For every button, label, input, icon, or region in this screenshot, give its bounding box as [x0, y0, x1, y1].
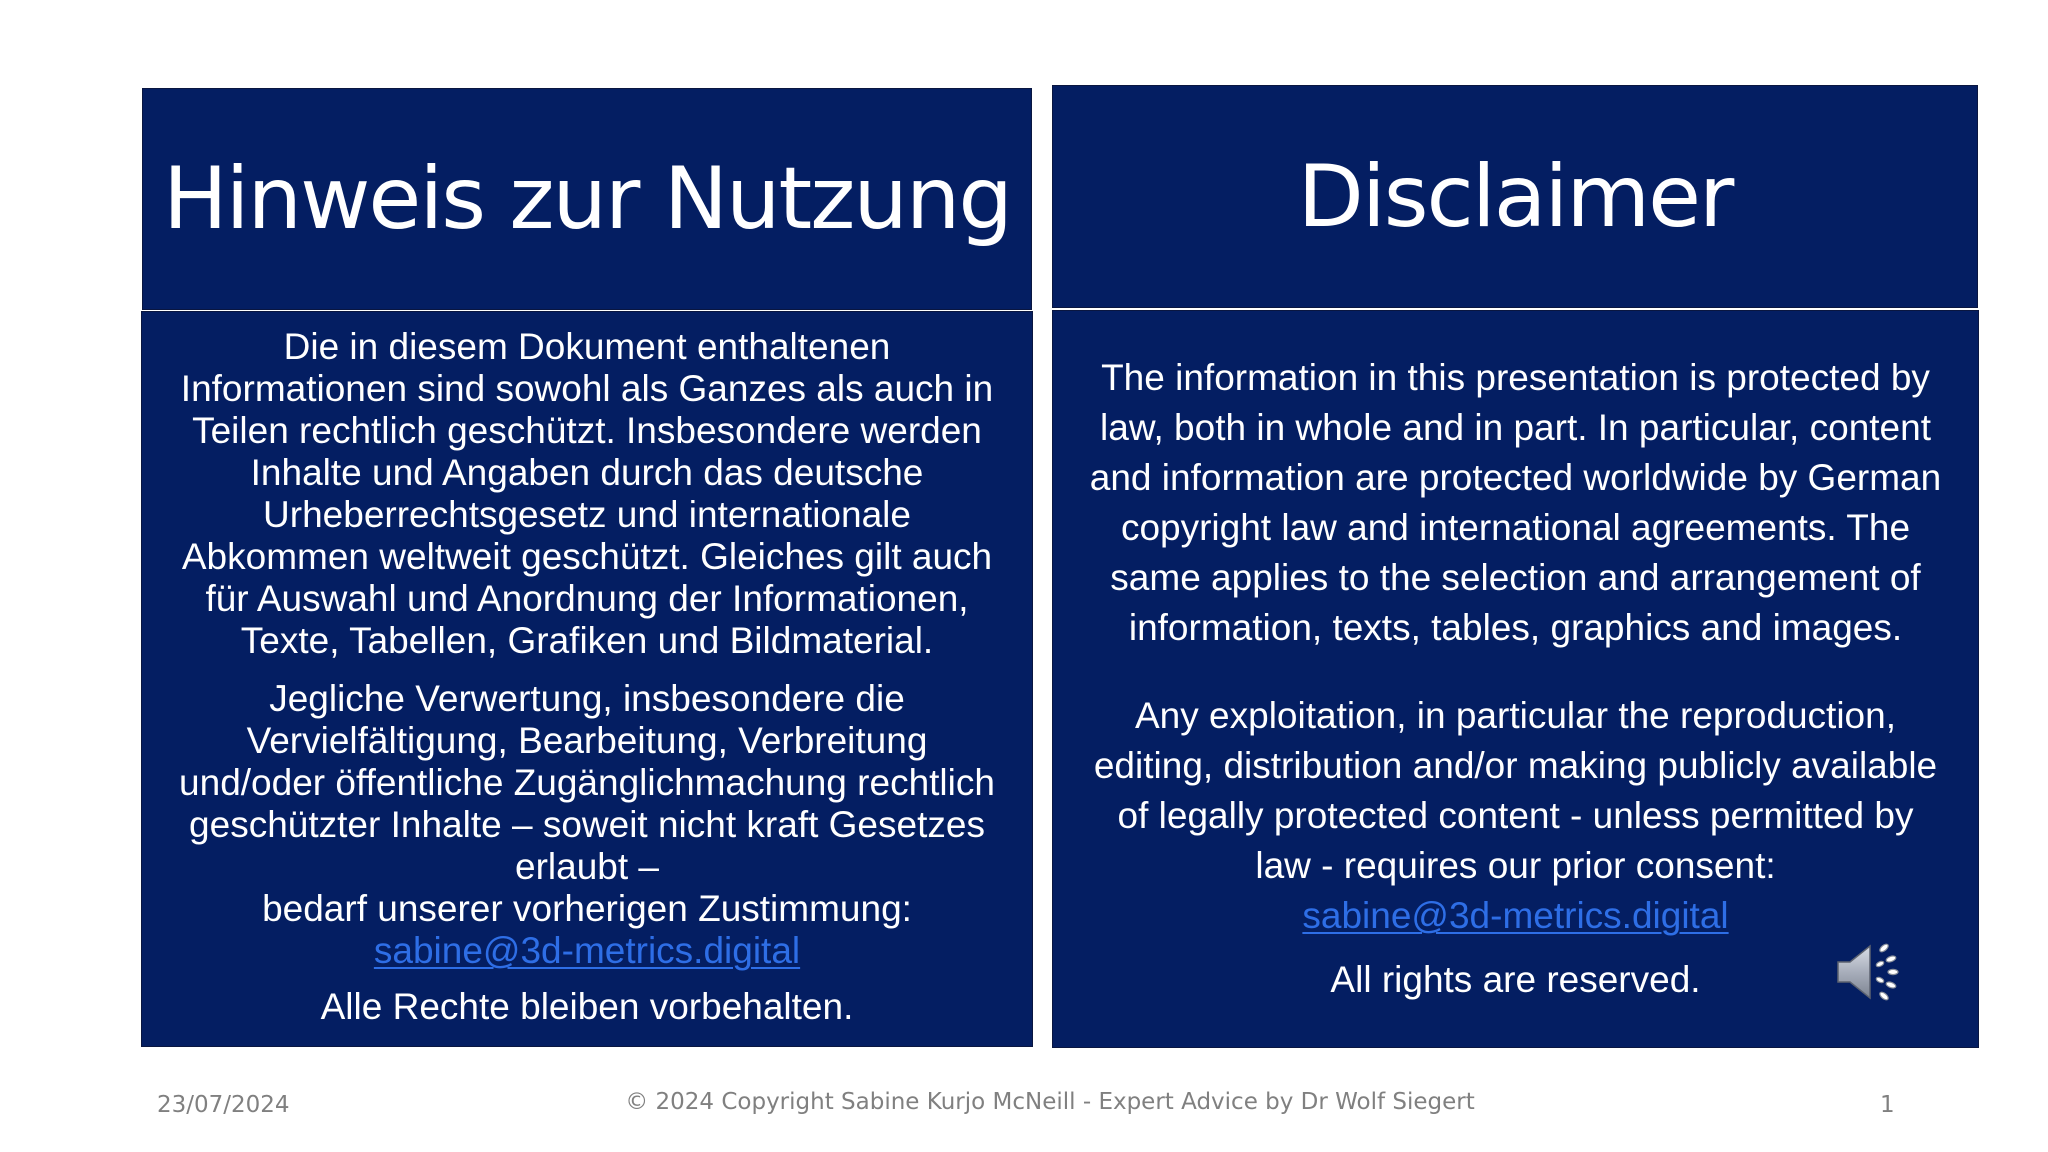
footer-date: 23/07/2024 — [157, 1092, 290, 1118]
left-paragraph-2: Jegliche Verwertung, insbesondere die Vervielfältigung, Bearbeitung, Verbreitung und/oder öffentliche Zugänglichmachung rechtlich geschützter Inhalte – soweit nicht kraft Gesetzes erlaubt – bedarf unserer vorherigen Zustimmung: — [179, 678, 995, 929]
left-paragraph-1: Die in diesem Dokument enthaltenen Informationen sind sowohl als Ganzes als auch in Teilen rechtlich geschützt. Insbesondere werden Inhalte und Angaben durch das deutsche Urheberrechtsgesetz und internationale Abkommen weltweit geschützt. Gleiches gilt auch für Auswahl und Anordnung der Informationen, Texte, Tabellen, Grafiken und Bildmaterial. — [180, 326, 994, 661]
left-title-panel — [142, 88, 1032, 310]
right-title-panel — [1052, 85, 1978, 308]
right-paragraph-2: Any exploitation, in particular the reproduction, editing, distribution and/or making publicly available of legally protected content - unless permitted by law - requires our prior consent: — [1093, 695, 1938, 886]
right-paragraph-1: The information in this presentation is protected by law, both in whole and in part. In particular, content and information are protected worldwide by German copyright law and international agreements. The same applies to the selection and arrangement of information, texts, tables, graphics and images. — [1089, 357, 1942, 648]
footer-copyright: © 2024 Copyright Sabine Kurjo McNeill - Expert Advice by Dr Wolf Siegert — [625, 1089, 1475, 1115]
right-email-link[interactable]: sabine@3d-metrics.digital — [1302, 895, 1729, 936]
left-title: Hinweis zur Nutzung — [163, 149, 1011, 249]
right-title: Disclaimer — [1297, 146, 1733, 247]
left-body-panel — [141, 311, 1033, 1047]
left-rights-text: Alle Rechte bleiben vorbehalten. — [320, 986, 854, 1027]
speaker-icon[interactable] — [1836, 938, 1910, 1006]
right-rights-text: All rights are reserved. — [1330, 959, 1701, 1000]
left-email-link[interactable]: sabine@3d-metrics.digital — [373, 930, 801, 971]
footer-page-number: 1 — [1880, 1092, 1895, 1118]
